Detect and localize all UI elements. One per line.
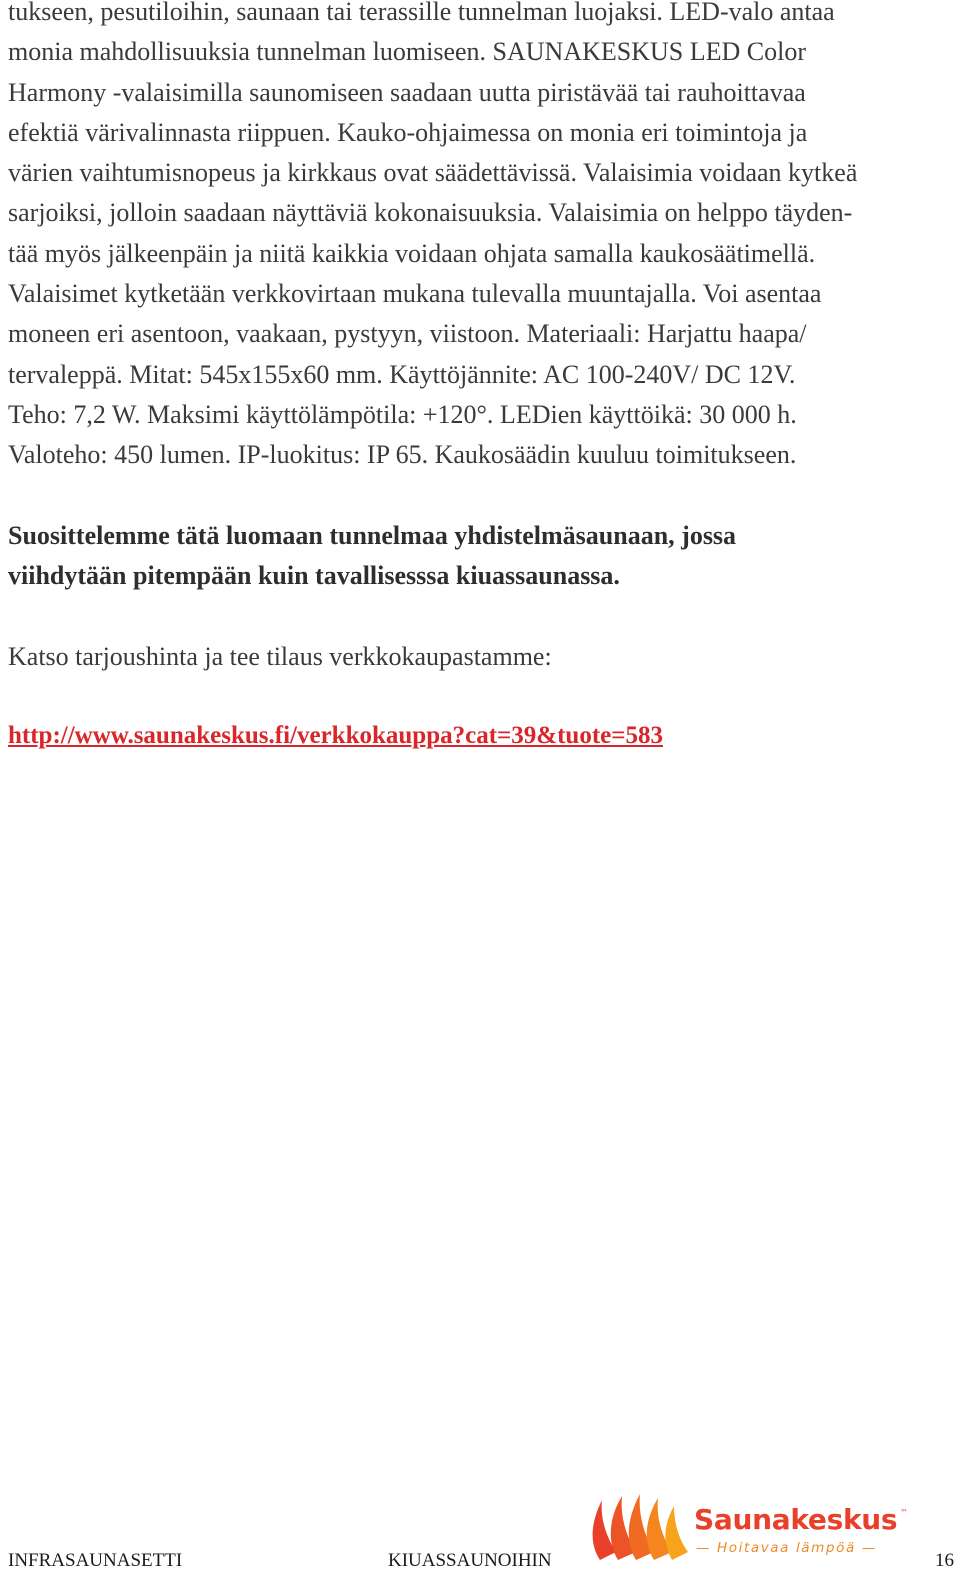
description-line: sarjoiksi, jolloin saadaan näyttäviä kokonaisuuksia. Valaisimia on helppo täyden- [8,198,853,228]
description-line: efektiä värivalinnasta riippuen. Kauko-ohjaimessa on monia eri toimintoja ja [8,117,808,147]
description-line: Valoteho: 450 lumen. IP-luokitus: IP 65. Kaukosäädin kuuluu toimitukseen. [8,440,797,470]
trademark-symbol: ™ [900,1508,908,1517]
description-line: Valaisimet kytketään verkkovirtaan mukana tulevalla muuntajalla. Voi asentaa [8,279,822,309]
call-to-action: Katso tarjoushinta ja tee tilaus verkkokaupastamme: [8,642,552,671]
recommendation-line: viihdytään pitempään kuin tavallisesssa kiuassaunassa. [8,561,620,591]
description-line: Harmony -valaisimilla saunomiseen saadaan uutta piristävää tai rauhoittavaa [8,77,806,107]
description-line: tervaleppä. Mitat: 545x155x60 mm. Käyttöjännite: AC 100-240V/ DC 12V. [8,359,796,389]
brand-tagline: — Hoitavaa lämpöä — [696,1540,877,1556]
recommendation-line: Suosittelemme tätä luomaan tunnelmaa yhdistelmäsaunaan, jossa [8,521,737,550]
footer-section-kiuassaunoihin: KIUASSAUNOIHIN [388,1550,552,1571]
saunakeskus-logo [586,1490,916,1570]
description-line: tää myös jälkeenpäin ja niitä kaikkia voidaan ohjata samalla kaukosäätimellä. [8,238,816,268]
description-line: Teho: 7,2 W. Maksimi käyttölämpötila: +120°. LEDien käyttöikä: 30 000 h. [8,399,797,429]
description-line: värien vaihtumisnopeus ja kirkkaus ovat säädettävissä. Valaisimia voidaan kytkeä [8,158,858,188]
description-line: monia mahdollisuuksia tunnelman luomiseen. SAUNAKESKUS LED Color [8,37,807,67]
shop-link[interactable]: http://www.saunakeskus.fi/verkkokauppa?cat=39&tuote=583 [8,722,663,749]
product-description [8,0,956,476]
brand-name: Saunakeskus [694,1503,898,1536]
description-line: tukseen, pesutiloihin, saunaan tai terassille tunnelman luojaksi. LED-valo antaa [8,0,835,26]
flame-icon [586,1490,696,1562]
recommendation-text [8,516,956,597]
page-number: 16 [935,1550,954,1571]
footer-section-infrasaunasetti: INFRASAUNASETTI [8,1550,183,1571]
description-line: moneen eri asentoon, vaakaan, pystyyn, viistoon. Materiaali: Harjattu haapa/ [8,319,807,349]
